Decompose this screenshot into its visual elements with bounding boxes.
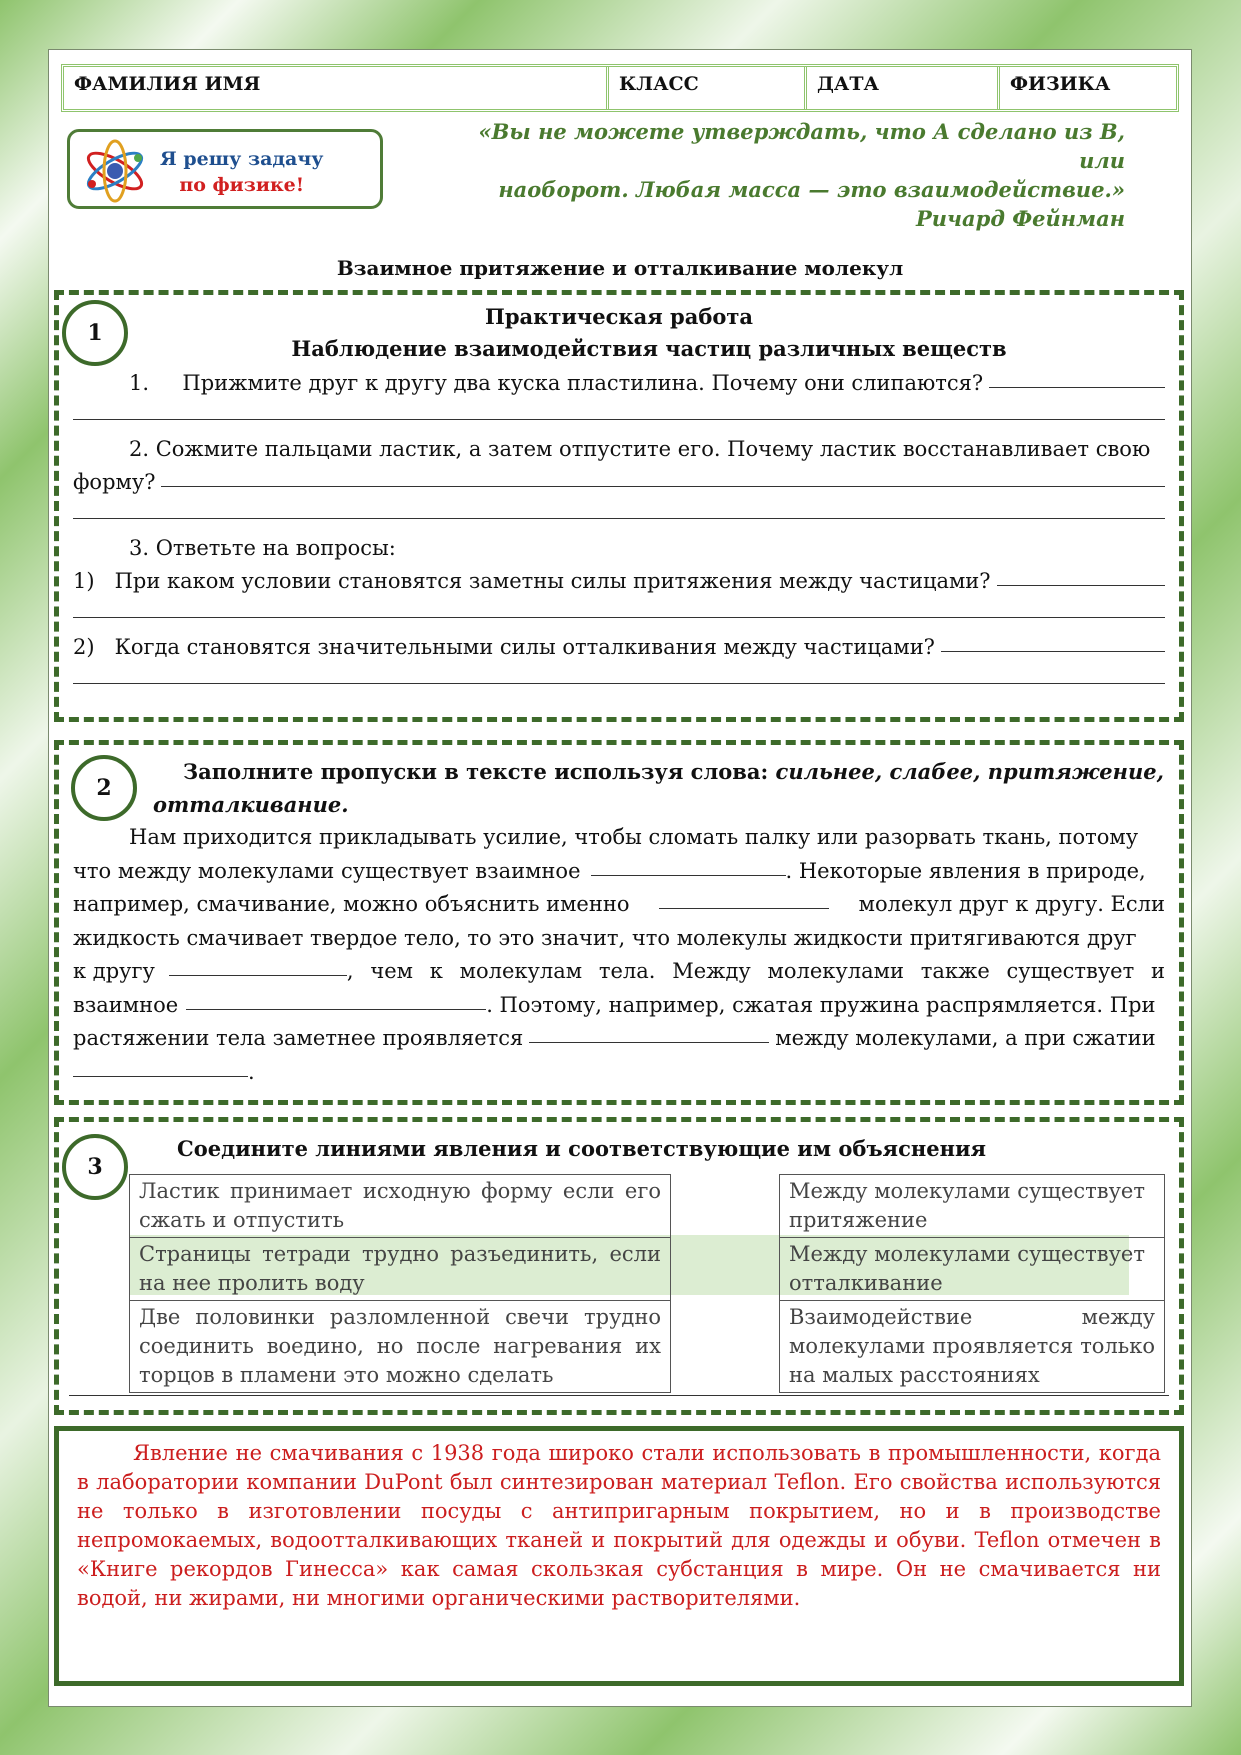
answer-line[interactable] bbox=[73, 682, 1165, 684]
section-1-number: 1 bbox=[62, 300, 128, 366]
question-2: 2. Сожмите пальцами ластик, а затем отпустите его. Почему ластик восстанавливает свою bbox=[129, 437, 1151, 461]
page-title: Взаимное притяжение и отталкивание молекул bbox=[336, 256, 904, 280]
question-3-2: 2) Когда становятся значительными силы отталкивания между частицами? bbox=[73, 631, 1165, 664]
fill-blank-2[interactable] bbox=[659, 888, 829, 909]
fill-blank-6[interactable] bbox=[73, 1056, 248, 1077]
answer-line[interactable] bbox=[73, 517, 1165, 519]
explanation-3[interactable]: Взаимодействие между молекулами проявляется только на малых расстояниях bbox=[780, 1301, 1165, 1393]
logo-line2: по физике! bbox=[179, 174, 305, 196]
phenomenon-2[interactable]: Страницы тетради трудно разъединить, если на нее пролить воду bbox=[130, 1238, 671, 1301]
phenomena-table bbox=[129, 1174, 671, 1393]
section-2-text: Заполните пропуски в тексте используя слова: сильнее, слабее, притяжение, отталкивание. Нам приходится прикладывать усилие, чтобы сломать палку или разорвать ткань, потому что между молекулами существует взаимное . Некоторые явления в природе, например, смачивание, можно объяснить именно молекул друг к другу. Если жидкость смачивает твердое тело, то это значит, что молекулы жидкости притягиваются друг к другу , чем к молекулам тела. Между молекулами также существует и взаимное . Поэтому, например, сжатая пружина распрямляется. При растяжении тела заметнее проявляется между молекулами, а при сжатии . bbox=[73, 755, 1165, 1089]
quote-author: Ричард Фейнман bbox=[915, 206, 1125, 231]
logo-line1: Я решу задачу bbox=[160, 148, 324, 170]
worksheet-page bbox=[48, 49, 1192, 1707]
subject-field: ФИЗИКА bbox=[1010, 73, 1111, 95]
section-3-number: 3 bbox=[62, 1134, 128, 1200]
fill-blank-3[interactable] bbox=[169, 955, 347, 976]
section-1-heading: Практическая работа Наблюдение взаимодействия частиц различных веществ bbox=[291, 304, 1007, 361]
section-2-number: 2 bbox=[71, 755, 137, 821]
section-2-instruction: Заполните пропуски в тексте используя слова: сильнее, слабее, притяжение, bbox=[183, 759, 1164, 784]
answer-line[interactable] bbox=[73, 418, 1165, 420]
question-3: 3. Ответьте на вопросы: bbox=[129, 536, 396, 560]
explanation-1[interactable]: Между молекулами существует притяжение bbox=[780, 1175, 1165, 1238]
date-field[interactable]: ДАТА bbox=[807, 67, 1000, 109]
logo-badge bbox=[67, 129, 383, 209]
section-1-questions: 1. Прижмите друг к другу два куска пластилина. Почему они слипаются? 2. Сожмите пальцами ластик, а затем отпустите его. Почему ластик восстанавливает свою форму? 3. Ответьте на вопросы: 1) При каком условии становятся заметны силы притяжения между частицами? 2) Когда становятся значительными силы отталкивания между частицами? bbox=[73, 367, 1165, 697]
atom-icon bbox=[80, 136, 150, 206]
section-2 bbox=[54, 740, 1184, 1105]
question-3-1: 1) При каком условии становятся заметны силы притяжения между частицами? bbox=[73, 565, 1165, 598]
answer-line[interactable] bbox=[997, 565, 1165, 586]
explanation-2[interactable]: Между молекулами существует отталкивание bbox=[780, 1238, 1165, 1301]
phenomenon-3[interactable]: Две половинки разломленной свечи трудно соединить воедино, но после нагревания их торцов в пламени это можно сделать bbox=[130, 1301, 671, 1393]
fill-blank-4[interactable] bbox=[186, 989, 486, 1010]
fact-text: Явление не смачивания с 1938 года широко стали использовать в промышленности, когда в лаборатории компании DuPont был синтезирован материал Teflon. Его свойства используются не только в изготовлении посуды с антипригарным покрытием, но и в производстве непромокаемых, водоотталкивающих тканей и покрытий для одежды и обуви. Teflon отмечен в «Книге рекордов Гинесса» как самая скользкая субстанция в мире. Он не смачивается ни водой, ни жирами, ни многими органическими растворителями. bbox=[77, 1441, 1161, 1610]
quote-line1: «Вы не можете утверждать, что А сделано из В, или bbox=[478, 119, 1125, 173]
name-field[interactable]: ФАМИЛИЯ ИМЯ bbox=[64, 67, 609, 109]
section-3 bbox=[54, 1117, 1184, 1415]
logo-text bbox=[160, 146, 323, 198]
fill-blank-1[interactable] bbox=[591, 855, 786, 876]
answer-line[interactable] bbox=[989, 367, 1165, 388]
header-table bbox=[61, 64, 1179, 112]
feynman-quote bbox=[445, 117, 1125, 233]
answer-line[interactable] bbox=[73, 616, 1165, 618]
explanations-table bbox=[779, 1174, 1165, 1393]
fact-box bbox=[54, 1426, 1184, 1686]
section-1 bbox=[54, 290, 1184, 722]
class-field[interactable]: КЛАСС bbox=[609, 67, 807, 109]
section-3-heading: Соедините линиями явления и соответствующие им объяснения bbox=[177, 1136, 987, 1161]
answer-line[interactable] bbox=[161, 466, 1165, 487]
divider bbox=[69, 1394, 1169, 1396]
quote-line2: наоборот. Любая масса — это взаимодействие.» bbox=[498, 177, 1125, 202]
phenomenon-1[interactable]: Ластик принимает исходную форму если его сжать и отпустить bbox=[130, 1175, 671, 1238]
answer-line[interactable] bbox=[941, 631, 1165, 652]
fill-blank-5[interactable] bbox=[529, 1022, 769, 1043]
question-1: 1. Прижмите друг к другу два куска пластилина. Почему они слипаются? bbox=[73, 367, 1165, 400]
